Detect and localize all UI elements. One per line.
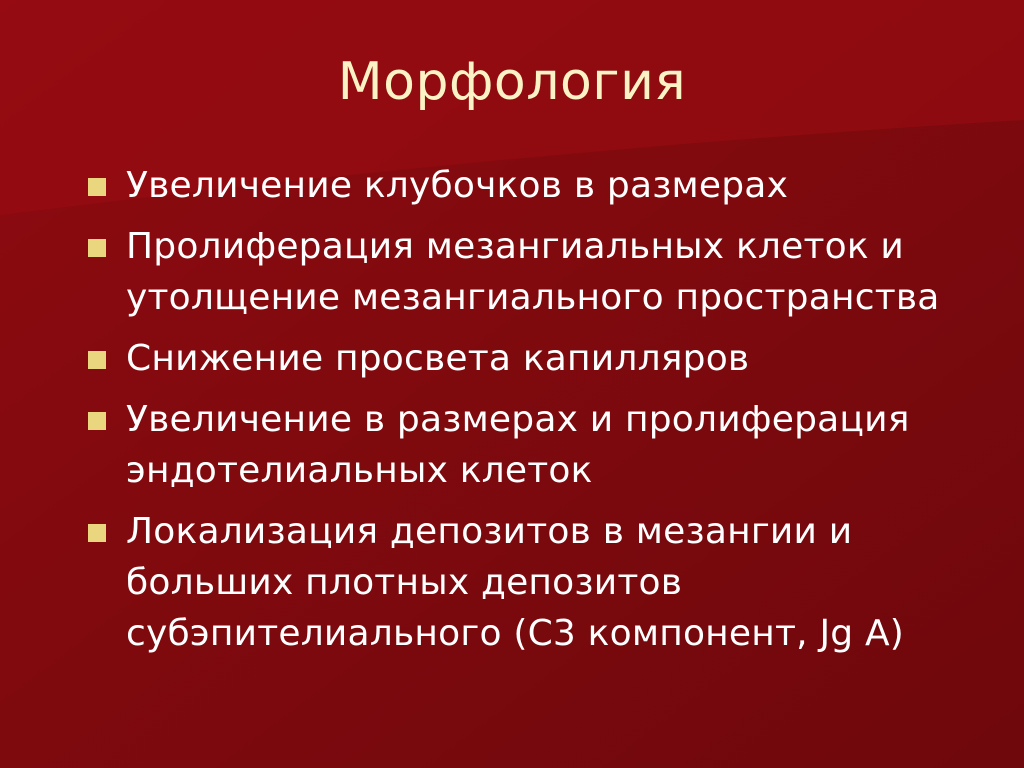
square-bullet-icon [88,524,106,542]
bullet-list [88,160,988,669]
list-item-text: Увеличение клубочков в размерах [126,165,789,206]
list-item-text: Пролиферация мезангиальных клеток и утолщение мезангиального пространства [126,226,940,318]
square-bullet-icon [88,351,106,369]
list-item [88,221,988,323]
list-item-text: Увеличение в размерах и пролиферация эндотелиальных клеток [126,399,910,491]
list-item-text: Снижение просвета капилляров [126,338,750,379]
list-item [88,394,988,496]
square-bullet-icon [88,239,106,257]
square-bullet-icon [88,178,106,196]
list-item [88,506,988,659]
square-bullet-icon [88,412,106,430]
slide-title: Морфология [337,52,687,112]
list-item [88,160,988,211]
list-item-text: Локализация депозитов в мезангии и больших плотных депозитов субэпителиального (С3 компонент, Jg A) [126,511,905,654]
list-item [88,333,988,384]
